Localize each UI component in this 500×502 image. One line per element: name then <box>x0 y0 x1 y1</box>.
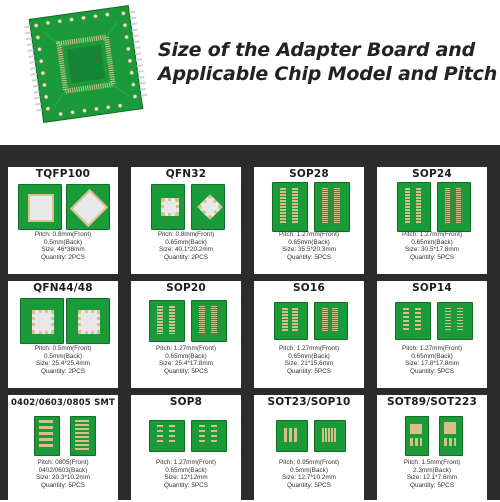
title-line-2: Applicable Chip Model and Pitch <box>158 63 498 85</box>
card-title: TQFP100 <box>35 168 91 180</box>
board-image <box>258 296 360 344</box>
board-image <box>381 182 483 230</box>
tqfp-adapter-board-photo <box>22 2 150 126</box>
card-specs: Pitch: 0.95mm(Front) 0.5mm(Back) Size: 12.7*10.2mm Quantity: 5PCS <box>278 459 339 489</box>
card-title: QFN32 <box>165 168 207 180</box>
title-line-1: Size of the Adapter Board and <box>158 39 475 61</box>
card-title: 0402/0603/0805 SMT <box>10 398 116 408</box>
card-title: SOP14 <box>412 282 452 294</box>
card-title: SOP8 <box>169 396 203 408</box>
card-title: SO16 <box>293 282 325 294</box>
card-title: SOP20 <box>166 282 206 294</box>
card-title: SOT89/SOT223 <box>386 396 478 408</box>
card-specs: Pitch: 0.8mm(Front) 0.5mm(Back) Size: 46*38mm Quantity: 2PCS <box>34 231 92 261</box>
board-image <box>12 182 114 230</box>
card-specs: Pitch: 0805(Front) 0402/0603(Back) Size: 20.3*10.2mm Quantity: 5PCS <box>36 459 90 489</box>
card-specs: Pitch: 1.27mm(Front) 0.65mm(Back) Size: 21*15.6mm Quantity: 5PCS <box>278 345 339 375</box>
board-image <box>135 410 237 458</box>
card-sop8 <box>131 395 241 502</box>
board-image <box>12 296 114 344</box>
card-specs: Pitch: 0.5mm(Front) 0.5mm(Back) Size: 25.4*25.4mm Quantity: 2PCS <box>34 345 92 375</box>
hero-section <box>0 0 500 145</box>
card-so16 <box>254 281 364 388</box>
card-qfn44-48 <box>8 281 118 388</box>
board-image <box>135 182 237 230</box>
card-qfn32 <box>131 167 241 274</box>
board-image <box>258 410 360 458</box>
card-specs: Pitch: 0.8mm(Front) 0.65mm(Back) Size: 40.1*20.2mm Quantity: 2PCS <box>157 231 215 261</box>
card-title: SOT23/SOP10 <box>267 396 351 408</box>
chip-adapter-grid <box>0 145 500 500</box>
board-image <box>135 296 237 344</box>
card-sot89-sot223 <box>377 395 487 502</box>
card-smt-passives <box>8 395 118 502</box>
card-specs: Pitch: 1.5mm(Front) 2.3mm(Back) Size: 12.1*7.6mm Quantity: 5PCS <box>403 459 461 489</box>
card-sop20 <box>131 281 241 388</box>
card-sop28 <box>254 167 364 274</box>
card-specs: Pitch: 1.27mm(Front) 0.65mm(Back) Size: 30.5*17.8mm Quantity: 5PCS <box>401 231 462 261</box>
card-sot23-sop10 <box>254 395 364 502</box>
card-title: SOP28 <box>289 168 329 180</box>
card-specs: Pitch: 1.27mm(Front) 0.65mm(Back) Size: 35.5*20.3mm Quantity: 5PCS <box>278 231 339 261</box>
card-sop24 <box>377 167 487 274</box>
card-specs: Pitch: 1.27mm(Front) 0.65mm(Back) Size: 17.8*17.8mm Quantity: 5PCS <box>401 345 462 375</box>
board-image <box>12 410 114 458</box>
board-image <box>381 296 483 344</box>
card-title: QFN44/48 <box>33 282 93 294</box>
page-title <box>158 38 498 86</box>
card-specs: Pitch: 1.27mm(Front) 0.65mm(Back) Size: 25.4*17.8mm Quantity: 5PCS <box>155 345 216 375</box>
card-tqfp100 <box>8 167 118 274</box>
card-sop14 <box>377 281 487 388</box>
card-title: SOP24 <box>412 168 452 180</box>
card-specs: Pitch: 1.27mm(Front) 0.65mm(Back) Size: 12*12mm Quantity: 5PCS <box>155 459 216 489</box>
board-image <box>381 410 483 458</box>
board-image <box>258 182 360 230</box>
